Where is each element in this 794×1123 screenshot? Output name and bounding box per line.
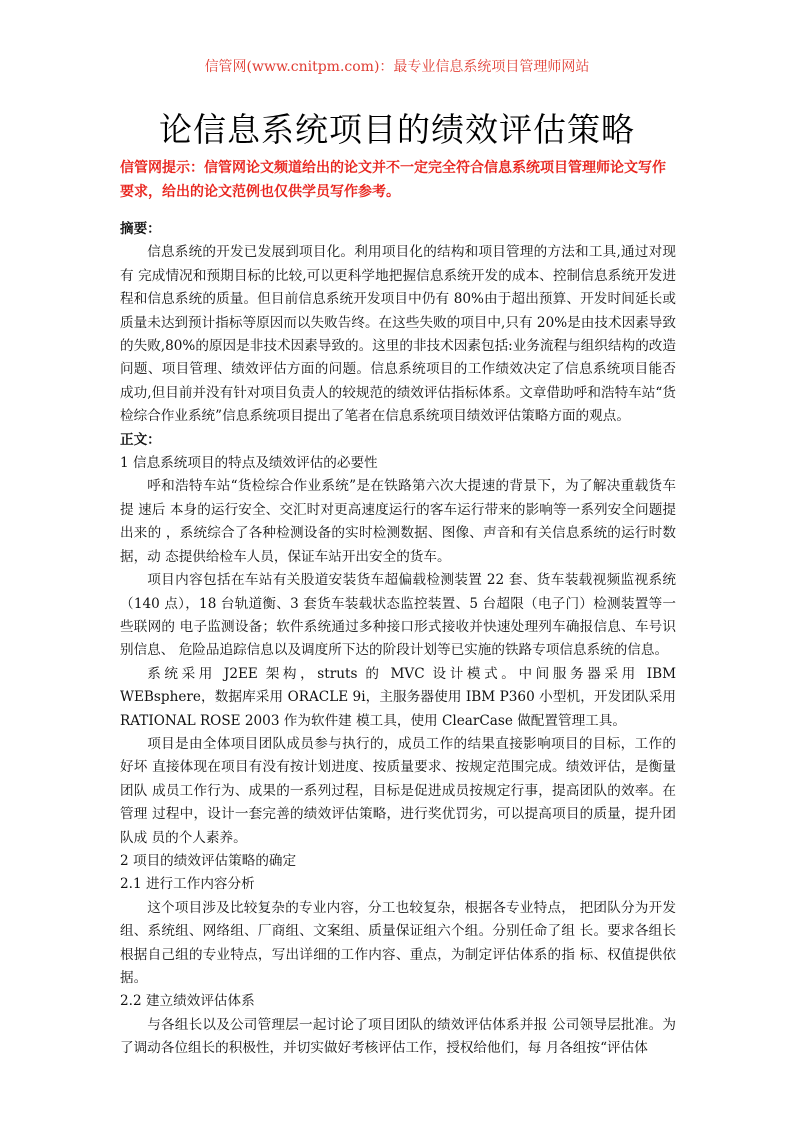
page-title: 论信息系统项目的绩效评估策略 [159, 110, 635, 149]
paragraph-2: 项目内容包括在车站有关股道安装货车超偏载检测装置 22 套、货车装载视频监视系统（140 点），18 台轨道衡、3 套货车装载状态监控装置、5 台超限（电子门）检测装置等一些联网的 电子监测设备；软件系统通过多种接口形式接收并快速处理列车确报信息、车号识别信息、 危险品追踪信息以及调度所下达的阶段计划等已实施的铁路专项信息系统的信息。 [120, 572, 676, 659]
section-2-1-heading: 2.1 进行工作内容分析 [120, 876, 255, 893]
paragraph-3: 系统采用 J2EE 架构，struts 的 MVC 设计模式。中间服务器采用 IBM WEBsphere，数据库采用 ORACLE 9i，主服务器使用 IBM P360 小型机，开发团队采用 RATIONAL ROSE 2003 作为软件建 模工具，使用 ClearCase 做配置管理工具。 [120, 665, 676, 729]
paragraph-4: 项目是由全体项目团队成员参与执行的，成员工作的结果直接影响项目的目标，工作的好坏 直接体现在项目有没有按计划进度、按质量要求、按规定范围完成。绩效评估，是衡量团队 成员工作行为、成果的一系列过程，目标是促进成员按规定行事，提高团队的效率。在管理 过程中，设计一套完善的绩效评估策略，进行奖优罚劣，可以提高项目的质量，提升团队成 员的个人素养。 [120, 735, 676, 846]
section-1-heading: 1 信息系统项目的特点及绩效评估的必要性 [120, 455, 378, 472]
article-body [120, 218, 676, 1061]
paragraph-5: 这个项目涉及比较复杂的专业内容，分工也较复杂，根据各专业特点， 把团队分为开发组、系统组、网络组、厂商组、文案组、质量保证组六个组。分别任命了组 长。要求各组长根据自己组的专业特点，写出详细的工作内容、重点，为制定评估体系的指 标、权值提供依据。 [120, 899, 676, 986]
section-2-heading: 2 项目的绩效评估策略的确定 [120, 852, 297, 869]
abstract-heading: 摘要： [120, 221, 161, 237]
site-header-link[interactable]: 信管网(www.cnitpm.com)：最专业信息系统项目管理师网站 [204, 59, 590, 75]
paragraph-6: 与各组长以及公司管理层一起讨论了项目团队的绩效评估体系并报 公司领导层批准。为了调动各位组长的积极性，并切实做好考核评估工作，授权给他们，每 月各组按“评估体 [120, 1016, 676, 1057]
main-heading: 正文： [120, 431, 161, 448]
notice-text: 信管网提示：信管网论文频道给出的论文并不一定完全符合信息系统项目管理师论文写作要求，给出的论文范例也仅供学员写作参考。 [120, 160, 666, 200]
paragraph-1: 呼和浩特车站“货检综合作业系统”是在铁路第六次大提速的背景下，为了解决重载货车提 速后 本身的运行安全、交汇时对更高速度运行的客车运行带来的影响等一系列安全问题提出来的 ，系统综合了各种检测设备的实时检测数据、图像、声音和有关信息系统的运行时数据，动 态提供给检车人员，保证车站开出安全的货车。 [120, 478, 676, 565]
section-2-2-heading: 2.2 建立绩效评估体系 [120, 993, 255, 1010]
abstract-paragraph: 信息系统的开发已发展到项目化。利用项目化的结构和项目管理的方法和工具,通过对现有 完成情况和预期目标的比较,可以更科学地把握信息系统开发的成本、控制信息系统开发进 程和信息系统的质量。但目前信息系统开发项目中仍有 80%由于超出预算、开发时间延长或 质量未达到预计指标等原因而以失败告终。在这些失败的项目中,只有 20%是由技术因素导致的失败,80%的原因是非技术因素导致的。这里的非技术因素包括:业务流程与组织结构的改造问题、项目管理、绩效评估方面的问题。信息系统项目的工作绩效决定了信息系统项目能否成功,但目前并没有针对项目负责人的较规范的绩效评估指标体系。文章借助呼和浩特车站“货检综合作业系统”信息系统项目提出了笔者在信息系统项目绩效评估策略方面的观点。 [120, 244, 676, 425]
